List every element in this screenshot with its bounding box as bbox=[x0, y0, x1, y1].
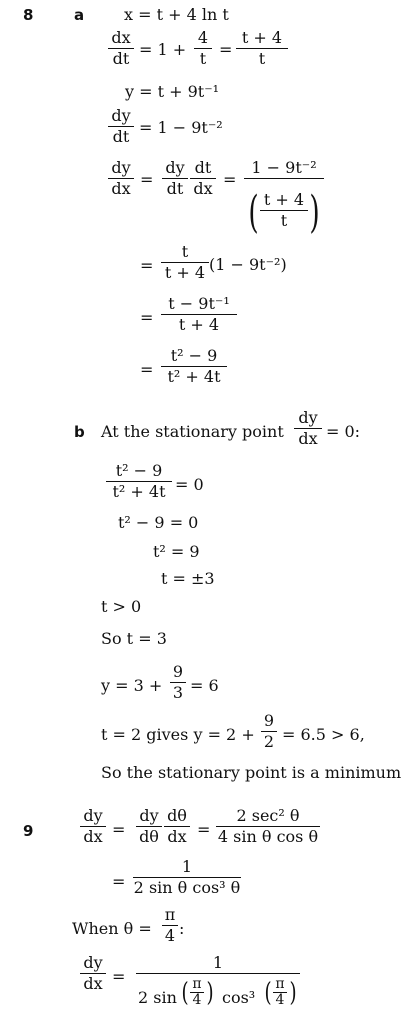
fraction-bar bbox=[244, 178, 324, 179]
so-t-equals-3: So t = 3 bbox=[101, 629, 167, 648]
numerator: π bbox=[164, 905, 176, 924]
denominator: t bbox=[258, 49, 266, 68]
numerator: 9 bbox=[172, 662, 184, 681]
y-substitution: y = 3 + bbox=[101, 676, 163, 695]
question-number-9: 9 bbox=[23, 822, 34, 840]
fraction-dy-dx bbox=[294, 410, 322, 447]
numerator: t − 9t⁻¹ bbox=[168, 294, 230, 313]
right-parenthesis: ) bbox=[206, 978, 214, 1008]
numerator: dy bbox=[298, 408, 318, 427]
comparison-text: = 6.5 > 6, bbox=[282, 725, 365, 744]
fraction-dy-dt bbox=[162, 160, 188, 197]
colon: : bbox=[179, 919, 185, 938]
denominator: 3 bbox=[172, 683, 184, 702]
numerator: t² − 9 bbox=[170, 346, 218, 365]
stationary-intro-text: At the stationary point bbox=[101, 422, 284, 441]
fraction-dy-dx bbox=[108, 160, 134, 197]
cos-cubed-text: cos³ bbox=[222, 988, 256, 1007]
fraction-pi-over-4 bbox=[190, 978, 204, 1007]
fraction-9-over-2 bbox=[261, 713, 277, 750]
numerator: dy bbox=[111, 158, 131, 177]
denominator: 4 bbox=[164, 926, 176, 945]
fraction-t-plus-4-over-t bbox=[260, 192, 308, 229]
equals-sign: = bbox=[112, 820, 126, 839]
denominator: t bbox=[199, 49, 207, 68]
denominator: dx bbox=[83, 974, 103, 993]
equals-one-plus: = 1 + bbox=[139, 40, 187, 59]
equals-sign: = bbox=[112, 967, 126, 986]
equals-zero: = 0: bbox=[326, 422, 361, 441]
right-parenthesis: ) bbox=[309, 187, 320, 238]
conclusion-text: So the stationary point is a minimum bbox=[101, 763, 402, 782]
equals-sign: = bbox=[112, 872, 126, 891]
numerator: dy bbox=[83, 953, 103, 972]
denominator: dx bbox=[83, 827, 103, 846]
numerator: dy bbox=[165, 158, 185, 177]
equals-sign: = bbox=[140, 170, 154, 189]
part-label-a: a bbox=[74, 6, 85, 24]
step-equation: t² − 9 = 0 bbox=[118, 513, 199, 532]
equals-sign: = bbox=[223, 170, 237, 189]
fraction-dtheta-dx bbox=[164, 808, 190, 845]
fraction-dx-dt bbox=[108, 30, 134, 67]
fraction-t-plus-4-over-t bbox=[236, 30, 288, 67]
denominator: dt bbox=[166, 179, 184, 198]
numerator: t bbox=[181, 242, 189, 261]
denominator: 2 bbox=[263, 732, 275, 751]
numerator: 1 bbox=[212, 953, 224, 972]
denominator: dθ bbox=[139, 827, 159, 846]
equals-1-minus-9t: = 1 − 9t⁻² bbox=[139, 118, 223, 137]
factor-1-minus-9t: (1 − 9t⁻²) bbox=[209, 255, 287, 274]
numerator: π bbox=[192, 976, 202, 992]
equals-sign: = bbox=[140, 360, 154, 379]
two-sin-text: 2 sin bbox=[138, 988, 177, 1007]
left-parenthesis: ( bbox=[264, 978, 272, 1008]
step-equation: t = ±3 bbox=[161, 569, 215, 588]
denominator: 4 bbox=[192, 992, 202, 1008]
final-fraction bbox=[136, 955, 300, 976]
numerator: t + 4 bbox=[263, 190, 305, 209]
equals-sign: = bbox=[140, 256, 154, 275]
fraction-dy-dtheta bbox=[136, 808, 162, 845]
denominator: t + 4 bbox=[178, 315, 220, 334]
numerator: 1 − 9t⁻² bbox=[251, 158, 317, 177]
fraction-dy-dx bbox=[80, 808, 106, 845]
numerator: t + 4 bbox=[241, 28, 283, 47]
numerator: dθ bbox=[167, 806, 187, 825]
numerator: π bbox=[275, 976, 285, 992]
numerator: 4 bbox=[197, 28, 209, 47]
denominator: 4 bbox=[275, 992, 285, 1008]
compound-fraction bbox=[244, 160, 324, 181]
fraction-t-over-t-plus-4 bbox=[161, 244, 209, 281]
fraction-t-minus-9t-over-t-plus-4 bbox=[161, 296, 237, 333]
fraction-pi-over-4 bbox=[273, 978, 287, 1007]
denominator: dx bbox=[193, 179, 213, 198]
left-parenthesis: ( bbox=[248, 187, 259, 238]
equals-sign: = bbox=[197, 820, 211, 839]
numerator: dy bbox=[83, 806, 103, 825]
fraction-simplified bbox=[106, 463, 172, 500]
denominator: 2 sin θ cos³ θ bbox=[133, 878, 241, 897]
numerator: dy bbox=[111, 106, 131, 125]
left-parenthesis: ( bbox=[181, 978, 189, 1008]
numerator: 1 bbox=[181, 857, 193, 876]
denominator: dt bbox=[112, 127, 130, 146]
fraction-4-over-t bbox=[194, 30, 212, 67]
fraction-9-over-3 bbox=[170, 664, 186, 701]
denominator: t² + 4t bbox=[167, 367, 221, 386]
numerator: dt bbox=[194, 158, 212, 177]
numerator: t² − 9 bbox=[115, 461, 163, 480]
denominator: dx bbox=[298, 429, 318, 448]
equals-zero: = 0 bbox=[175, 475, 204, 494]
condition-t-positive: t > 0 bbox=[101, 597, 142, 616]
fraction-dy-dx bbox=[80, 955, 106, 992]
step-equation: t² = 9 bbox=[153, 542, 200, 561]
denominator: dt bbox=[112, 49, 130, 68]
equals-six: = 6 bbox=[190, 676, 219, 695]
fraction-1-over-2sin-cos3 bbox=[133, 859, 241, 896]
numerator: 2 sec² θ bbox=[236, 806, 300, 825]
equation-x-definition: x = t + 4 ln t bbox=[124, 5, 229, 24]
denominator: t bbox=[280, 211, 288, 230]
equation-y-definition: y = t + 9t⁻¹ bbox=[125, 82, 220, 101]
fraction-dy-dt bbox=[108, 108, 134, 145]
numerator: dx bbox=[111, 28, 131, 47]
fraction-bar bbox=[136, 973, 300, 974]
numerator: 9 bbox=[263, 711, 275, 730]
when-theta-text: When θ = bbox=[72, 919, 152, 938]
equals-sign: = bbox=[219, 40, 233, 59]
equals-sign: = bbox=[140, 308, 154, 327]
right-parenthesis: ) bbox=[289, 978, 297, 1008]
denominator: 4 sin θ cos θ bbox=[217, 827, 319, 846]
denominator: t + 4 bbox=[164, 263, 206, 282]
fraction-simplified bbox=[161, 348, 227, 385]
denominator: dx bbox=[111, 179, 131, 198]
denominator: dx bbox=[167, 827, 187, 846]
fraction-sec-over-sin-cos bbox=[216, 808, 320, 845]
part-label-b: b bbox=[74, 423, 85, 441]
question-number-8: 8 bbox=[23, 6, 34, 24]
test-point-text: t = 2 gives y = 2 + bbox=[101, 725, 255, 744]
numerator: dy bbox=[139, 806, 159, 825]
denominator: t² + 4t bbox=[112, 482, 166, 501]
fraction-dt-dx bbox=[190, 160, 216, 197]
fraction-pi-over-4 bbox=[162, 907, 178, 944]
